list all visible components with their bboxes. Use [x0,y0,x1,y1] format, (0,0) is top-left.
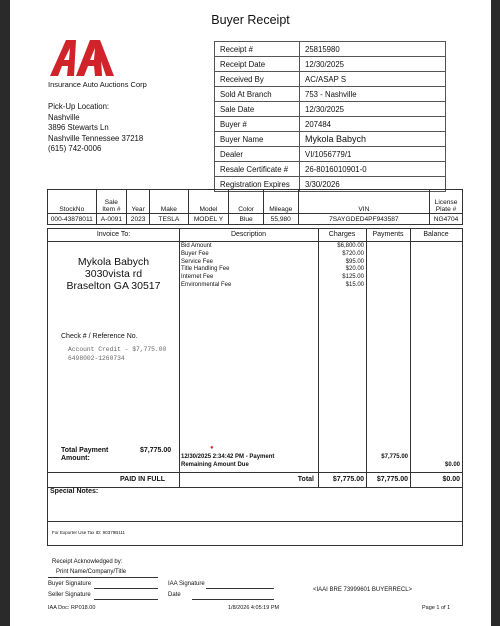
barcode-text: <IAAI BRE 73999601 BUYERRECL> [313,587,413,593]
label: Sold At Branch [215,87,300,102]
table-row [215,117,446,132]
value: VI/1056779/1 [300,147,446,162]
value: 12/30/2025 [300,57,446,72]
label: Dealer [215,147,300,162]
printed-timestamp: 1/8/2026 4:05:19 PM [228,605,280,611]
print-name-label: Print Name/Company/Title [56,569,127,575]
column-header: Year [127,190,150,214]
list-item: Service Fee [181,258,214,265]
table-row [48,214,463,225]
label: Received By [215,72,300,87]
cell: A-0091 [96,214,127,225]
label: Resale Certificate # [215,162,300,177]
buyer-signature-label: Buyer Signature [48,581,92,587]
value: AC/ASAP S [300,72,446,87]
invoice-box: Invoice To: Description Charges Payments Balance Mykola Babych 3030vista rd Braselton GA 30517 Bid Amount Buyer Fee Service Fee Title Handling Fee Internet Fee Environmental Fee $6,800.00 $720.00 $95.00 $20.00 $125.00 $15.00 Check # / Reference No. Account Credit - $7,775.00 6498002-1260734 Total Payment Amount: $7,775.00 ● 12/30/2025 2:34:42 PM - Payment Remaining Amount Due $7,775.00 $0.00 PAID IN FULL Total $7,775.00 $7,775.00 $0.00 [47,228,463,488]
list-item: $20.00 [345,266,364,273]
page-title: Buyer Receipt [211,13,290,27]
payment-reference [68,345,166,363]
payment-line: 12/30/2025 2:34:42 PM - Payment [181,454,275,460]
paid-in-full-label [48,476,179,483]
pickup-line: 3896 Stewarts Ln [48,123,109,132]
total-text: Total [297,476,314,483]
table-row [215,147,446,162]
receipt-info-table [214,41,446,117]
table-row [215,102,446,117]
pickup-label: Pick-Up Location: [48,102,110,111]
table-row [215,42,446,57]
cell: 2023 [127,214,150,225]
list-item: Title Handling Fee [181,266,230,273]
total-payments: $7,775.00 [376,476,408,483]
charges-list [318,243,364,290]
pickup-line: Nashville [48,112,80,122]
list-item: $15.00 [345,281,364,288]
total-label [179,476,318,483]
column-header: License Plate # [430,190,463,214]
total-payment-label: Total Payment Amount: [61,447,109,462]
payment-detail [181,453,274,469]
paid-in-full-text: PAID IN FULL [120,476,165,483]
cell: NG4704 [430,214,463,225]
cell: 000-43878011 [48,214,97,225]
list-item: $6,800.00 [337,243,364,249]
label: Receipt Date [215,57,300,72]
invoice-address [48,256,179,292]
header-balance: Balance [423,231,449,238]
header-description: Description [230,231,266,238]
receipt-page [10,0,491,626]
invoice-address-line: 3030vista rd [84,268,143,280]
cell: MODEL Y [188,214,229,225]
list-item: $95.00 [345,258,364,265]
reference-number: 6498002-1260734 [68,355,125,362]
invoice-address-line: Braselton GA 30517 [66,280,161,292]
total-balance: $0.00 [442,476,460,483]
list-item: $720.00 [342,250,364,257]
description-list [181,243,231,290]
value: 753 - Nashville [300,87,446,102]
exporter-note: For Exporter Use Tax ID: 90379B111 [52,530,126,535]
column-header: VIN [298,190,429,214]
header-invoice-to: Invoice To: [96,231,131,238]
label: Buyer # [215,117,300,132]
table-row [215,57,446,72]
value: 12/30/2025 [300,102,446,117]
exporter-box [47,521,463,546]
total-charges: $7,775.00 [332,476,364,483]
list-item: Buyer Fee [181,250,209,257]
cell: TESLA [150,214,189,225]
vehicle-table [47,189,463,225]
pickup-line: (615) 742-0006 [48,144,102,153]
label: Registration Expires [215,177,300,192]
table-row [215,162,446,177]
buyer-info-table [214,116,446,192]
cell: 7SAYGDED4PF943587 [298,214,429,225]
seller-signature-label: Seller Signature [48,592,91,598]
special-notes-box [47,485,463,522]
value: Mykola Babych [300,132,446,147]
value: 3/30/2026 [300,177,446,192]
invoice-name: Mykola Babych [77,256,150,268]
pickup-location [48,102,143,155]
iaa-signature-label: IAA Signature [168,581,205,587]
date-label: Date [168,592,181,598]
header-charges: Charges [328,231,356,238]
doc-id: IAA Doc: RP018.00 [48,605,96,611]
total-payment-value: $7,775.00 [140,447,172,454]
company-name: Insurance Auto Auctions Corp [48,80,147,89]
cell: 55,980 [263,214,298,225]
label: Buyer Name [215,132,300,147]
label: Sale Date [215,102,300,117]
list-item: Internet Fee [181,274,214,281]
column-header: Color [229,190,264,214]
column-header: StockNo [48,190,97,214]
list-item: Bid Amount [181,243,212,249]
value: 25815980 [300,42,446,57]
column-header: Sale Item # [96,190,127,214]
pickup-line: Nashville Tennessee 37218 [48,133,144,143]
value: 207484 [300,117,446,132]
account-credit: Account Credit - $7,775.00 [68,346,167,353]
header-payments: Payments [372,231,404,238]
list-item: $125.00 [342,274,364,281]
list-item: Environmental Fee [181,281,232,288]
table-row [215,132,446,147]
cell: Blue [229,214,264,225]
remaining-label: Remaining Amount Due [181,462,249,468]
table-row [215,87,446,102]
ack-label: Receipt Acknowledged by: [52,559,123,565]
column-header: Mileage [263,190,298,214]
table-row [215,72,446,87]
payment-value: $7,775.00 [381,454,408,460]
table-header-row [48,190,463,214]
iaa-logo-icon [50,38,114,78]
column-header: Make [150,190,189,214]
value: 26-8016010901-0 [300,162,446,177]
check-reference-label: Check # / Reference No. [61,333,138,340]
remaining-value: $0.00 [444,462,460,468]
special-notes-label: Special Notes: [50,488,99,495]
label: Receipt # [215,42,300,57]
page-number: Page 1 of 1 [422,605,451,611]
column-header: Model [188,190,229,214]
